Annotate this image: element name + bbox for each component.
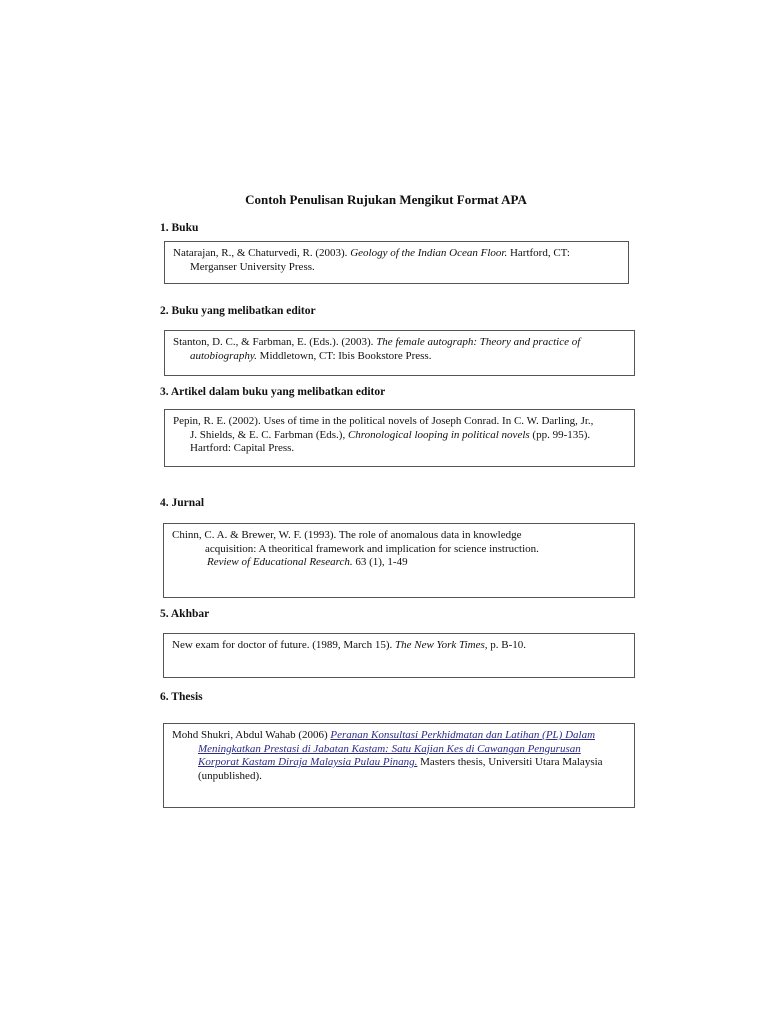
ref-text: Merganser University Press. xyxy=(190,260,315,273)
thesis-link[interactable]: Meningkatkan Prestasi di Jabatan Kastam: Satu Kajian Kes di Cawangan Pengurusan xyxy=(198,742,581,755)
ref-text: Natarajan, R., & Chaturvedi, R. (2003). xyxy=(173,247,351,259)
ref-text: J. Shields, & E. C. Farbman (Eds.), xyxy=(190,428,348,441)
ref-title: The New York Times, xyxy=(394,639,488,651)
reference-box-artikel xyxy=(164,409,635,467)
ref-title: The female autograph: Theory and practice of xyxy=(376,336,581,348)
ref-text: acquisition: A theoritical framework and implication for science instruction. xyxy=(205,542,539,555)
ref-title: Chronological looping in political novels xyxy=(347,428,530,441)
ref-text: Masters thesis, Universiti Utara Malaysia xyxy=(417,756,603,768)
thesis-link[interactable]: Korporat Kastam Diraja Malaysia Pulau Pinang. xyxy=(198,756,418,768)
heading-thesis: 6. Thesis xyxy=(160,691,203,703)
ref-title: Review of Educational Research. xyxy=(207,556,353,568)
ref-text: New exam for doctor of future. (1989, March 15). xyxy=(172,639,395,651)
ref-text: Middletown, CT: Ibis Bookstore Press. xyxy=(256,349,432,362)
thesis-link[interactable]: Peranan Konsultasi Perkhidmatan dan Latihan (PL) Dalam xyxy=(330,729,596,741)
ref-text: Pepin, R. E. (2002). Uses of time in the political novels of Joseph Conrad. In C. W. Darling, Jr., xyxy=(173,415,594,427)
ref-text: Stanton, D. C., & Farbman, E. (Eds.). (2003). xyxy=(173,336,377,348)
heading-buku-editor: 2. Buku yang melibatkan editor xyxy=(160,305,316,317)
ref-text: (pp. 99-135). xyxy=(529,428,591,441)
ref-text: Hartford: Capital Press. xyxy=(190,442,295,454)
reference-box-thesis xyxy=(163,723,635,808)
reference-box-buku-editor xyxy=(164,330,635,376)
heading-buku: 1. Buku xyxy=(160,222,199,234)
heading-artikel: 3. Artikel dalam buku yang melibatkan editor xyxy=(160,386,386,398)
ref-text: p. B-10. xyxy=(487,639,526,651)
ref-text: Mohd Shukri, Abdul Wahab (2006) xyxy=(172,729,331,741)
heading-akhbar: 5. Akhbar xyxy=(160,608,210,620)
ref-title: Geology of the Indian Ocean Floor. xyxy=(350,247,508,259)
ref-title: autobiography. xyxy=(190,349,257,362)
reference-box-akhbar xyxy=(163,633,635,678)
ref-text: Hartford, CT: xyxy=(507,247,570,259)
page-title: Contoh Penulisan Rujukan Mengikut Format APA xyxy=(245,192,527,207)
heading-jurnal: 4. Jurnal xyxy=(160,497,205,509)
ref-text: Chinn, C. A. & Brewer, W. F. (1993). The role of anomalous data in knowledge xyxy=(172,529,522,541)
ref-text: 63 (1), 1-49 xyxy=(352,556,408,568)
reference-box-buku xyxy=(164,241,629,284)
ref-text: (unpublished). xyxy=(198,769,262,782)
reference-box-jurnal xyxy=(163,523,635,598)
